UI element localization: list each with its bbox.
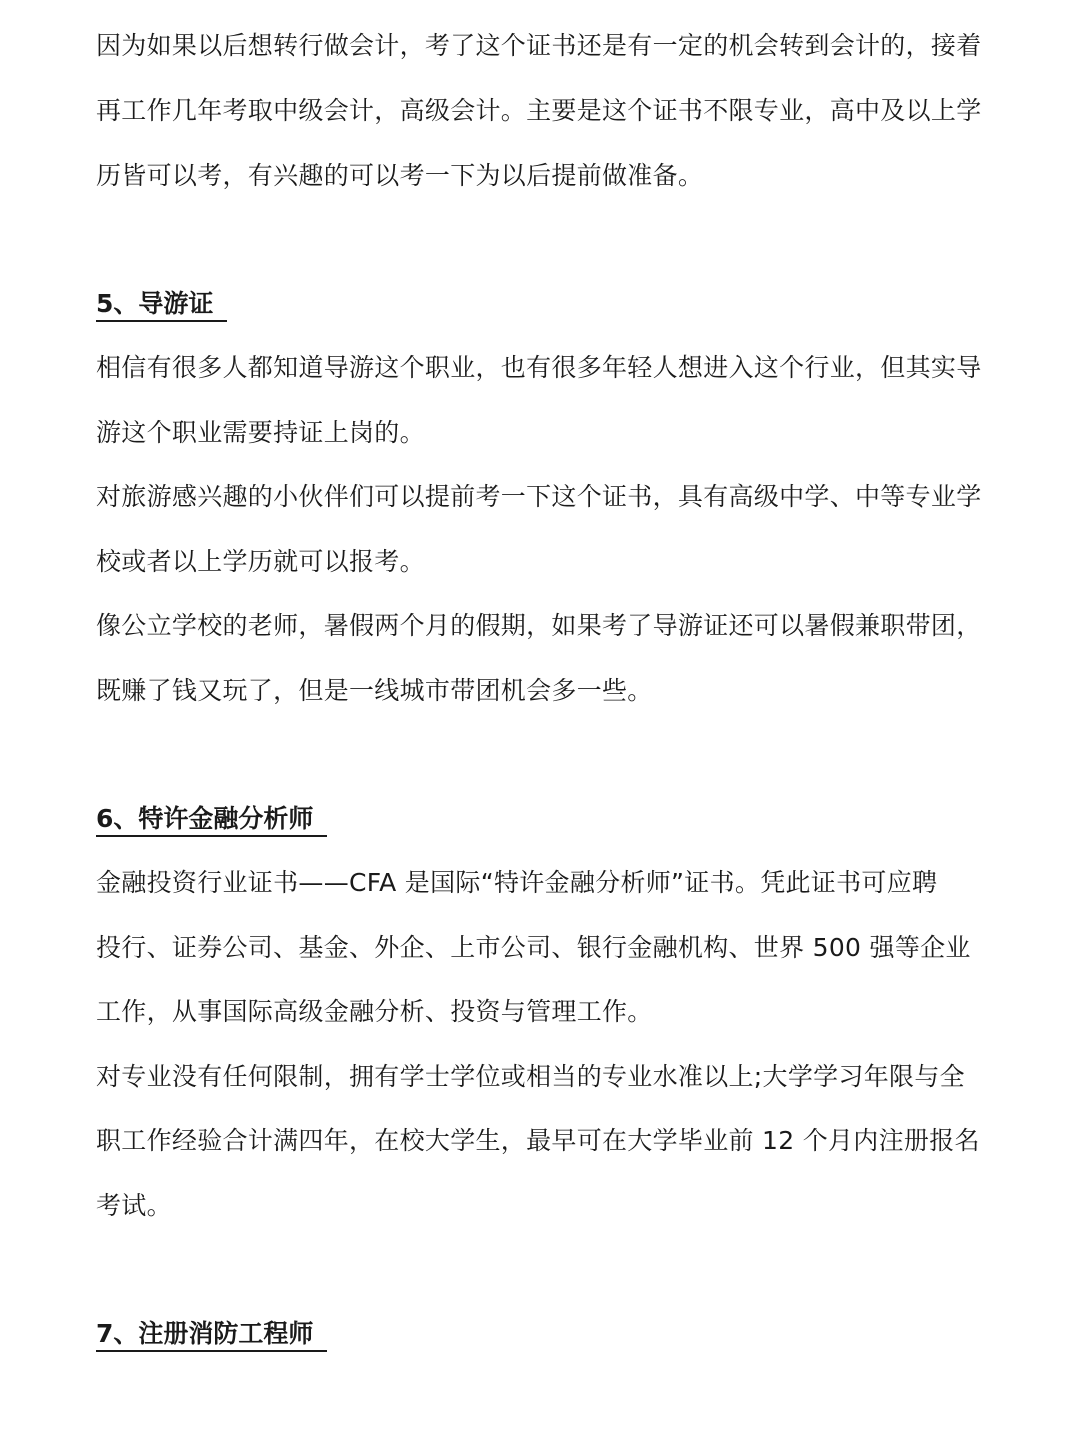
intro-line-1: 因为如果以后想转行做会计，考了这个证书还是有一定的机会转到会计的，接着 (96, 31, 982, 60)
intro-line-3: 历皆可以考，有兴趣的可以考一下为以后提前做准备。 (96, 161, 704, 190)
section-heading-fire-engineer: 7、注册消防工程师 (96, 1318, 327, 1352)
section-6-line-2: 投行、证券公司、基金、外企、上市公司、银行金融机构、世界 500 强等企业 (96, 933, 971, 962)
section-heading-cfa: 6、特许金融分析师 (96, 803, 327, 837)
section-5-line-4: 校或者以上学历就可以报考。 (96, 547, 425, 576)
section-6-line-6: 考试。 (96, 1191, 172, 1220)
section-6-line-4: 对专业没有任何限制，拥有学士学位或相当的专业水准以上;大学学习年限与全 (96, 1062, 965, 1091)
section-6-line-5: 职工作经验合计满四年，在校大学生，最早可在大学毕业前 12 个月内注册报名 (96, 1126, 980, 1155)
intro-line-2: 再工作几年考取中级会计，高级会计。主要是这个证书不限专业，高中及以上学 (96, 96, 982, 125)
section-heading-tour-guide: 5、导游证 (96, 288, 227, 322)
section-5-line-6: 既赚了钱又玩了，但是一线城市带团机会多一些。 (96, 676, 653, 705)
section-5-line-5: 像公立学校的老师，暑假两个月的假期，如果考了导游证还可以暑假兼职带团， (96, 611, 982, 640)
section-6-line-3: 工作，从事国际高级金融分析、投资与管理工作。 (96, 997, 653, 1026)
section-5-line-1: 相信有很多人都知道导游这个职业，也有很多年轻人想进入这个行业，但其实导 (96, 353, 982, 382)
section-6-line-1: 金融投资行业证书——CFA 是国际“特许金融分析师”证书。凭此证书可应聘 (96, 868, 938, 897)
section-5-line-2: 游这个职业需要持证上岗的。 (96, 418, 425, 447)
section-5-line-3: 对旅游感兴趣的小伙伴们可以提前考一下这个证书，具有高级中学、中等专业学 (96, 482, 982, 511)
